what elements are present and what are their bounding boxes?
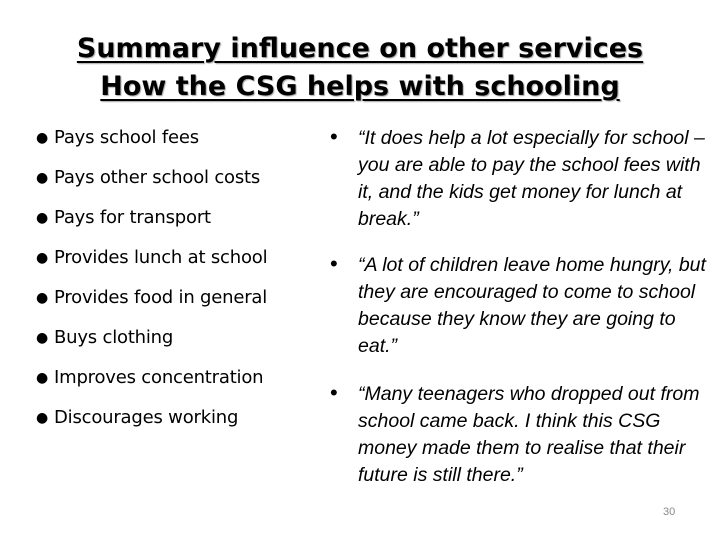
list-item: ● Provides lunch at school [36,243,336,283]
list-item: ● Provides food in general [36,283,336,323]
bullet-icon: ● [36,370,49,386]
list-item: ● Discourages working [36,403,336,443]
bullet-icon: ● [36,330,49,346]
influence-list [36,123,336,443]
list-item: ● Pays for transport [36,203,336,243]
quote-item [330,125,710,233]
bullet-icon: ● [36,290,49,306]
bullet-icon: ● [36,410,49,426]
bullet-icon: ● [36,170,49,186]
list-item: ● Buys clothing [36,323,336,363]
bullet-icon: • [330,251,338,276]
list-item: ● Pays other school costs [36,163,336,203]
list-item: ● Pays school fees [36,123,336,163]
title-line-2: How the CSG helps with schooling [100,71,620,102]
quote-item [330,252,710,360]
quote-item [330,381,710,489]
quote-text: “Many teenagers who dropped out from school came back. I think this CSG money made them to realise that their future is still there.” [358,383,700,486]
slide-title [0,30,720,106]
bullet-icon: • [330,380,338,405]
page-number: 30 [663,506,676,518]
bullet-icon: ● [36,210,49,226]
list-item: ● Improves concentration [36,363,336,403]
title-line-1: Summary influence on other services [76,33,644,64]
quote-text: “A lot of children leave home hungry, but they are encouraged to come to school because they know they are going to eat.” [358,254,706,357]
bullet-icon: ● [36,250,49,266]
bullet-icon: ● [36,130,49,146]
bullet-icon: • [330,124,338,149]
quote-text: “It does help a lot especially for school – you are able to pay the school fees with it, and the kids get money for lunch at break.” [358,127,705,230]
